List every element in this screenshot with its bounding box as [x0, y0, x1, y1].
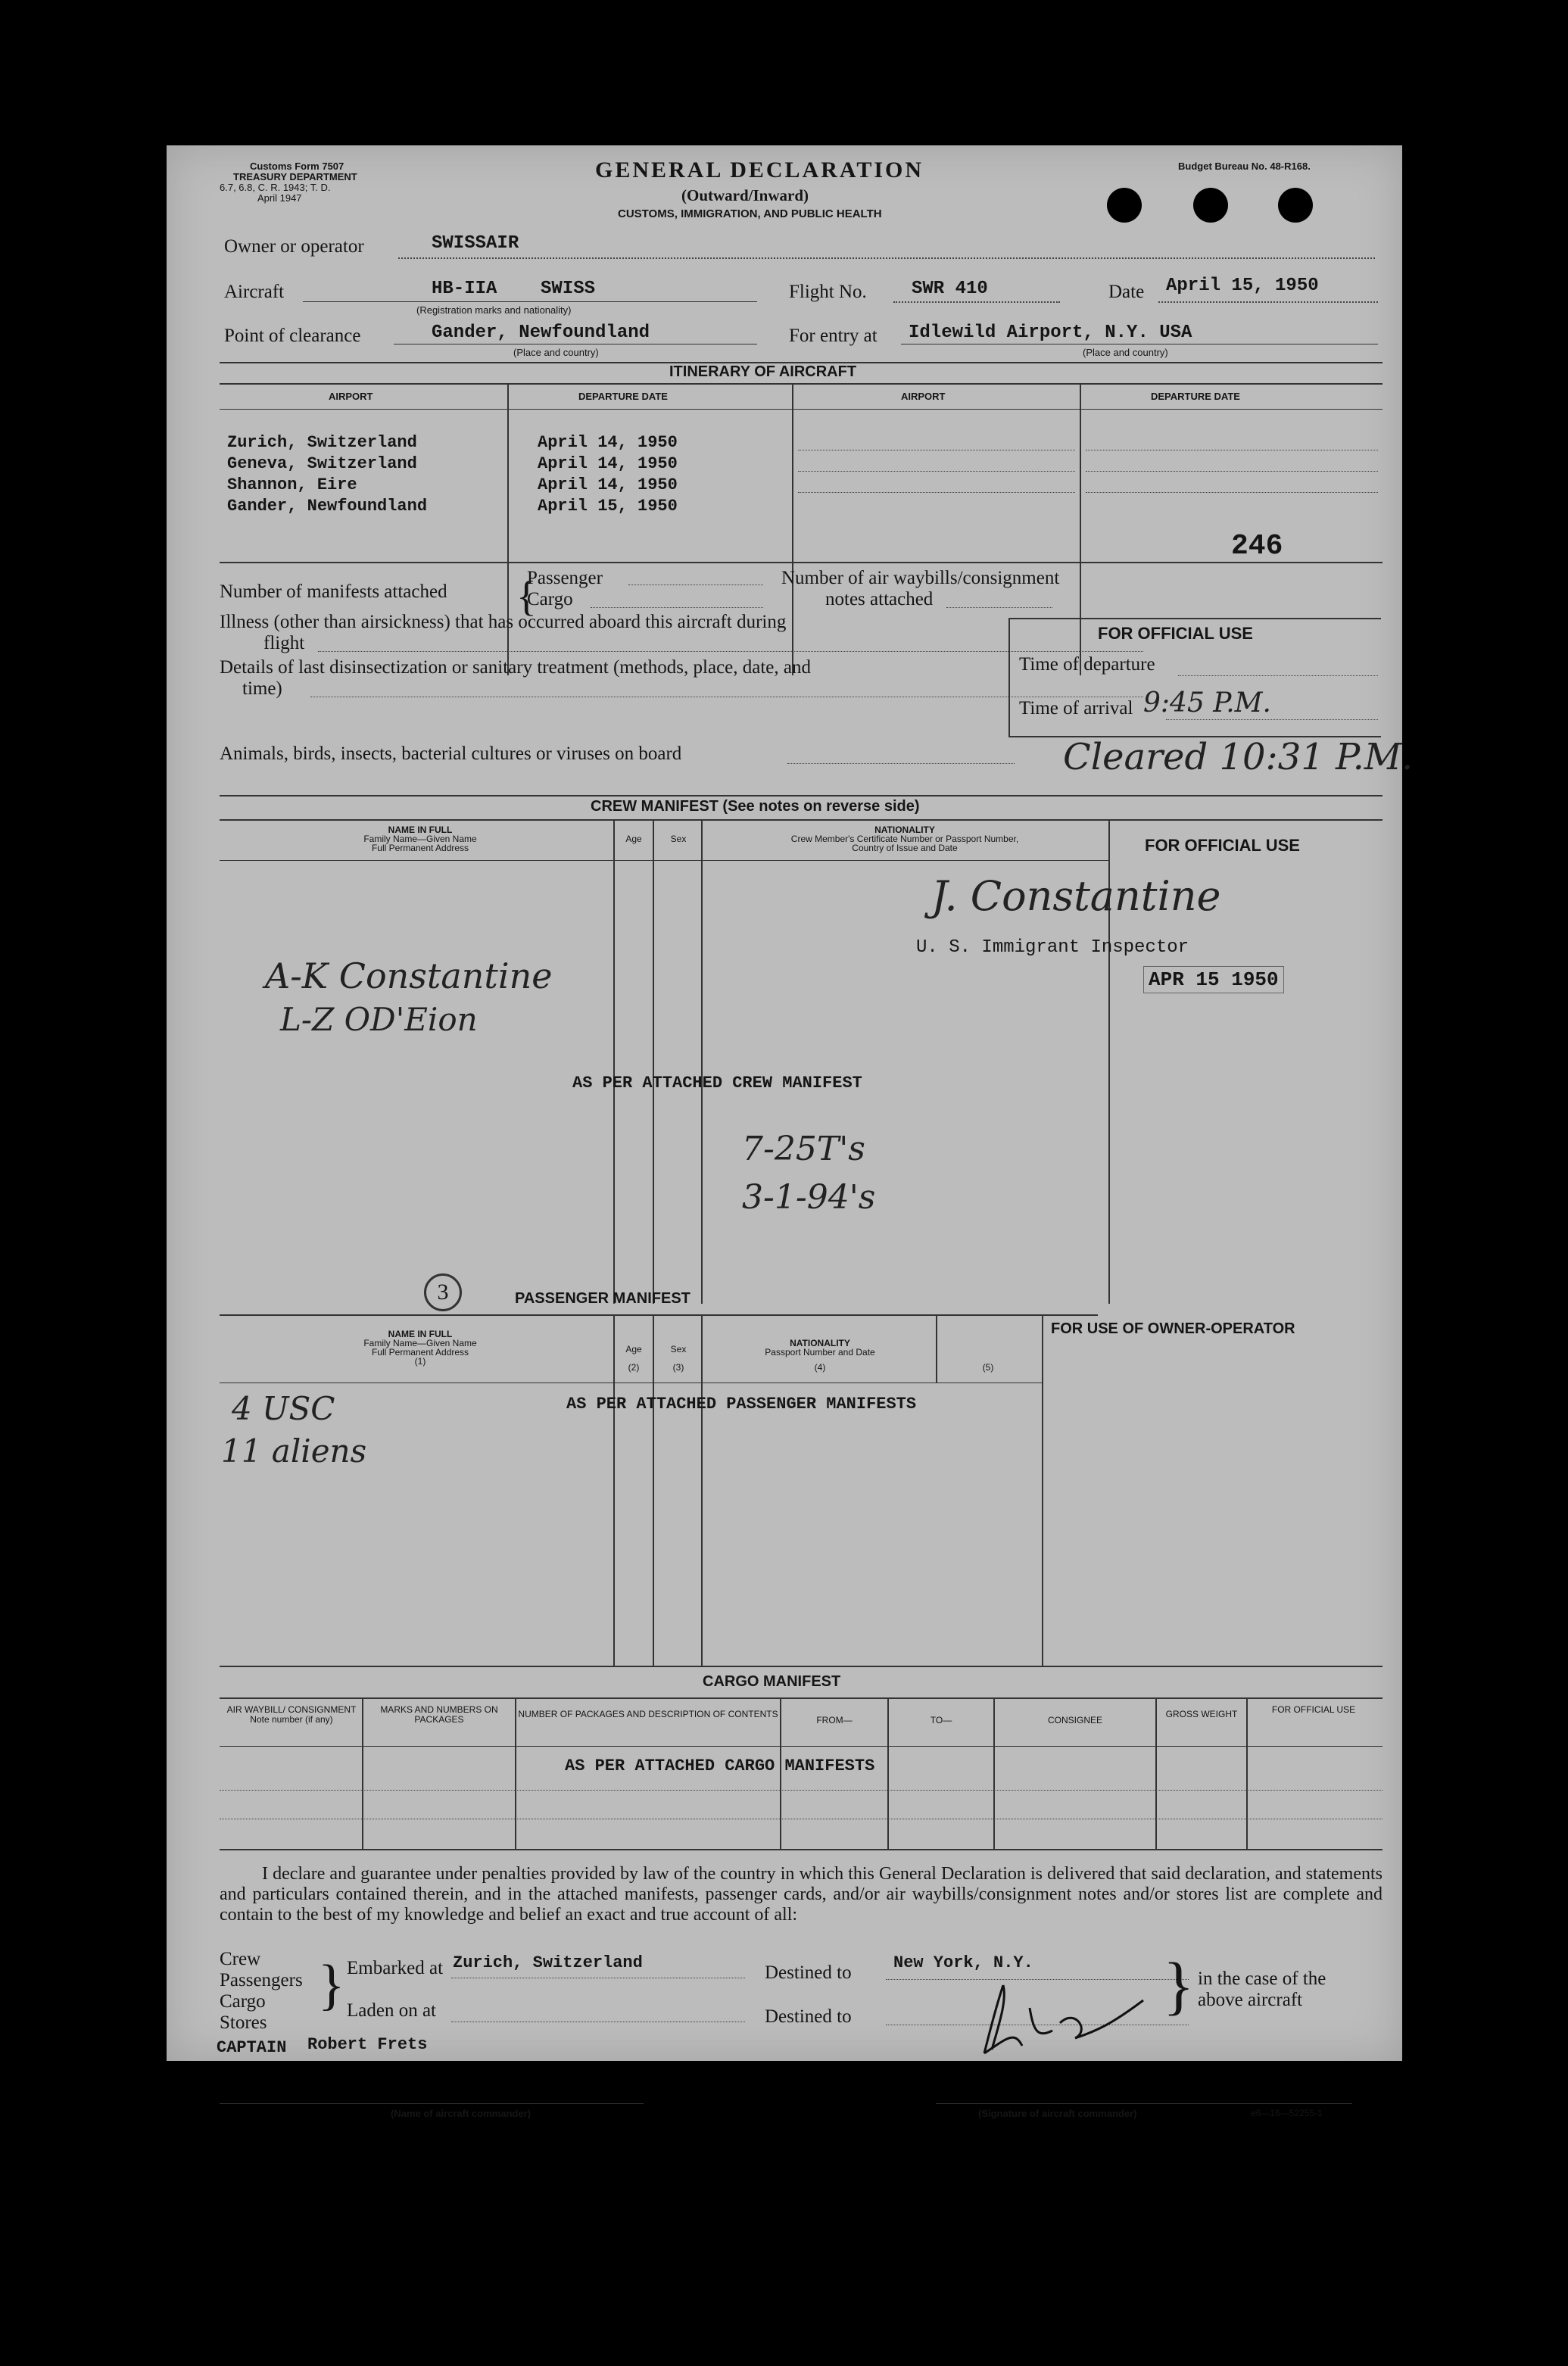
- date-value: April 15, 1950: [1166, 276, 1319, 296]
- aircraft-value: HB-IIA SWISS: [432, 279, 596, 299]
- cargo-divider: [1246, 1697, 1248, 1849]
- destined-label-2: Destined to: [765, 2006, 852, 2027]
- punch-hole: [1278, 188, 1313, 223]
- cargo-divider: [515, 1697, 516, 1849]
- crew-col-nationality: NATIONALITY: [874, 825, 935, 835]
- cargo-col-to: TO—: [930, 1715, 952, 1725]
- itinerary-date: April 15, 1950: [538, 497, 678, 516]
- itinerary-col-airport: AIRPORT: [329, 391, 373, 402]
- crew-col-name-2: Family Name—Given Name: [363, 834, 477, 844]
- circled-number: 3: [424, 1273, 462, 1311]
- laden-label: Laden on at: [347, 2000, 437, 2021]
- clearance-caption: (Place and country): [513, 347, 599, 358]
- passenger-handwriting-2: 11 aliens: [221, 1432, 367, 1470]
- cargo-divider: [993, 1697, 995, 1849]
- crew-title: CREW MANIFEST (See notes on reverse side): [591, 798, 920, 815]
- cargo-col-rule: [220, 1746, 1383, 1747]
- punch-hole: [1193, 188, 1228, 223]
- declaration-stores: Stores: [220, 2012, 267, 2033]
- captain-label: CAPTAIN: [217, 2038, 287, 2057]
- entry-value: Idlewild Airport, N.Y. USA: [909, 323, 1192, 343]
- passenger-attached: AS PER ATTACHED PASSENGER MANIFESTS: [566, 1395, 917, 1414]
- itinerary-col-departure: DEPARTURE DATE: [1151, 391, 1240, 402]
- declaration-text: I declare and guarantee under penalties provided by law of the country in which this General Declaration is delivered that said declaration, and statements and particulars contained therein, and in the attached manifests, passenger cards, and/or air waybills/consignment notes and/or stores list are complete and contain to the best of my knowledge and belief an exact and true account of all:: [220, 1864, 1383, 1925]
- passenger-col-nationality-n: (4): [814, 1362, 826, 1373]
- cleared-time: Cleared 10:31 P.M.: [1063, 736, 1414, 778]
- inspector-signature: J. Constantine: [931, 872, 1221, 920]
- passenger-col-5: (5): [982, 1362, 994, 1373]
- animals-label: Animals, birds, insects, bacterial cultures or viruses on board: [220, 743, 682, 764]
- punch-hole: [1107, 188, 1142, 223]
- crew-divider: [701, 819, 703, 1304]
- itinerary-line: [798, 492, 1075, 493]
- cargo-col-weight: GROSS WEIGHT: [1165, 1709, 1238, 1719]
- owner-label: Owner or operator: [224, 236, 364, 257]
- manifests-label: Number of manifests attached: [220, 581, 447, 602]
- animals-line: [787, 763, 1015, 764]
- cargo-divider: [887, 1697, 889, 1849]
- embarked-value: Zurich, Switzerland: [453, 1953, 643, 1972]
- brace: {: [516, 573, 537, 620]
- cargo-bottom-rule: [220, 1849, 1383, 1850]
- crew-top-rule: [220, 795, 1383, 796]
- disinsect-label-2: time): [242, 678, 282, 699]
- departure-time-line: [1178, 675, 1378, 676]
- itinerary-title: ITINERARY OF AIRCRAFT: [669, 363, 857, 380]
- aircraft-line: [303, 301, 757, 302]
- clearance-label: Point of clearance: [224, 326, 361, 346]
- print-code: e6—16—52255-1: [1251, 2108, 1323, 2118]
- crew-col-nationality-2: Crew Member's Certificate Number or Passport Number,: [790, 834, 1019, 844]
- illness-label-2: flight: [263, 633, 305, 653]
- itinerary-divider: [792, 383, 793, 675]
- case-text-2: above aircraft: [1198, 1990, 1303, 2010]
- cargo-head-rule: [220, 1697, 1383, 1699]
- cargo-col-official: FOR OFFICIAL USE: [1271, 1704, 1356, 1715]
- itinerary-col-departure: DEPARTURE DATE: [578, 391, 668, 402]
- regulation: 6.7, 6.8, C. R. 1943; T. D.: [220, 182, 331, 193]
- itinerary-date: April 14, 1950: [538, 454, 678, 473]
- cargo-row-line: [220, 1790, 1383, 1791]
- crew-col-name: NAME IN FULL: [388, 825, 453, 835]
- passenger-col-name-3: Full Permanent Address: [371, 1347, 469, 1358]
- passenger-col-nationality: NATIONALITY: [790, 1338, 850, 1348]
- itinerary-airport: Shannon, Eire: [227, 475, 357, 494]
- signature-line: [936, 2103, 1352, 2104]
- page-title: GENERAL DECLARATION: [595, 157, 924, 182]
- signature-caption: (Signature of aircraft commander): [978, 2108, 1137, 2119]
- arrival-time-value: 9:45 P.M.: [1143, 687, 1271, 719]
- embarked-label: Embarked at: [347, 1958, 444, 1978]
- aircraft-caption: (Registration marks and nationality): [416, 304, 572, 316]
- captain-signature: [962, 1978, 1189, 2061]
- declaration-cargo: Cargo: [220, 1991, 266, 2012]
- cargo-col-consignee: CONSIGNEE: [1047, 1715, 1102, 1725]
- clearance-value: Gander, Newfoundland: [432, 323, 650, 343]
- passenger-divider: [653, 1314, 654, 1666]
- itinerary-line: [1086, 492, 1378, 493]
- passenger-col-nationality-2: Passport Number and Date: [765, 1347, 875, 1358]
- cargo-col-waybill: AIR WAYBILL/ CONSIGNMENT Note number (if any): [226, 1704, 357, 1725]
- crew-count-2: 3-1-94's: [742, 1178, 876, 1217]
- crew-head-rule: [220, 819, 1383, 821]
- itinerary-date: April 14, 1950: [538, 433, 678, 452]
- case-text-1: in the case of the: [1198, 1969, 1326, 1989]
- passenger-line: [628, 584, 763, 585]
- passenger-col-name-2: Family Name—Given Name: [363, 1338, 477, 1348]
- waybills-line: [946, 607, 1052, 608]
- illness-label: Illness (other than airsickness) that has occurred aboard this aircraft during: [220, 612, 787, 632]
- cargo-col-from: FROM—: [816, 1715, 853, 1725]
- passenger-divider: [701, 1314, 703, 1666]
- disinsect-label: Details of last disinsectization or sanitary treatment (methods, place, date, and: [220, 657, 811, 678]
- itinerary-head-rule: [220, 383, 1383, 385]
- form-sheet: [167, 145, 1414, 2119]
- flight-label: Flight No.: [789, 282, 867, 302]
- flight-line: [893, 301, 1060, 303]
- departure-time-label: Time of departure: [1019, 654, 1155, 675]
- itinerary-bottom-rule: [220, 562, 1383, 563]
- crew-col-rule: [220, 860, 1108, 861]
- crew-count-1: 7-25T's: [742, 1130, 865, 1168]
- cargo-divider: [1155, 1697, 1157, 1849]
- crew-handwriting-1: A-K Constantine: [265, 955, 553, 996]
- entry-label: For entry at: [789, 326, 878, 346]
- passenger-col-sex-n: (3): [672, 1362, 684, 1373]
- inspection-stamp: APR 15 1950: [1143, 966, 1284, 993]
- owner-line: [398, 257, 1375, 259]
- itinerary-line: [1086, 471, 1378, 472]
- declaration-crew: Crew: [220, 1949, 261, 1969]
- date-line: [1158, 301, 1378, 303]
- cargo-title: CARGO MANIFEST: [703, 1673, 841, 1690]
- cargo-attached: AS PER ATTACHED CARGO MANIFESTS: [565, 1757, 875, 1775]
- declaration-passengers: Passengers: [220, 1970, 303, 1990]
- crew-handwriting-2: L-Z OD'Eion: [280, 1001, 478, 1038]
- crew-official-title: FOR OFFICIAL USE: [1145, 836, 1300, 855]
- arrival-time-line: [1166, 719, 1378, 720]
- owner-operator-title: FOR USE OF OWNER-OPERATOR: [1051, 1320, 1295, 1337]
- passenger-col-name: NAME IN FULL: [388, 1329, 453, 1339]
- passenger-col-age: Age: [625, 1344, 642, 1354]
- case-brace: }: [1163, 1949, 1195, 2022]
- inspector-title: U. S. Immigrant Inspector: [916, 937, 1189, 958]
- cargo-line: [591, 607, 763, 608]
- entry-caption: (Place and country): [1083, 347, 1168, 358]
- name-line: [220, 2103, 644, 2104]
- budget-number: Budget Bureau No. 48-R168.: [1178, 161, 1311, 172]
- crew-divider: [613, 819, 615, 1304]
- form-date: April 1947: [257, 192, 302, 204]
- waybills-label-2: notes attached: [825, 589, 934, 609]
- cargo-label: Cargo: [527, 589, 573, 609]
- passenger-label: Passenger: [527, 568, 603, 588]
- crew-col-sex: Sex: [670, 834, 687, 844]
- arrival-time-label: Time of arrival: [1019, 698, 1133, 719]
- form-number: Customs Form 7507: [250, 161, 344, 172]
- crew-divider: [653, 819, 654, 1304]
- aircraft-label: Aircraft: [224, 282, 285, 302]
- crew-col-age: Age: [625, 834, 642, 844]
- document-number: 246: [1231, 530, 1283, 563]
- passenger-col-age-n: (2): [628, 1362, 640, 1373]
- destined-value: New York, N.Y.: [893, 1953, 1033, 1972]
- official-use-title: FOR OFFICIAL USE: [1098, 624, 1253, 643]
- passenger-divider: [936, 1314, 937, 1383]
- passenger-bottom-rule: [220, 1666, 1383, 1667]
- name-caption: (Name of aircraft commander): [391, 2108, 531, 2119]
- cargo-divider: [362, 1697, 363, 1849]
- subtitle: CUSTOMS, IMMIGRATION, AND PUBLIC HEALTH: [618, 207, 882, 220]
- crew-attached: AS PER ATTACHED CREW MANIFEST: [572, 1074, 862, 1093]
- declaration-brace: }: [318, 1954, 345, 2016]
- passenger-title: PASSENGER MANIFEST: [515, 1290, 690, 1307]
- passenger-col-name-n: (1): [414, 1356, 426, 1367]
- flight-value: SWR 410: [912, 279, 988, 299]
- date-label: Date: [1108, 282, 1145, 302]
- cargo-col-packages: NUMBER OF PACKAGES AND DESCRIPTION OF CONTENTS: [518, 1709, 778, 1719]
- waybills-label: Number of air waybills/consignment: [781, 568, 1060, 588]
- itinerary-col-rule: [220, 409, 1383, 410]
- direction: (Outward/Inward): [681, 186, 809, 204]
- itinerary-airport: Zurich, Switzerland: [227, 433, 417, 452]
- passenger-divider: [1042, 1314, 1043, 1666]
- itinerary-date: April 14, 1950: [538, 475, 678, 494]
- passenger-head-rule: [220, 1314, 1098, 1316]
- captain-name: Robert Frets: [307, 2035, 428, 2054]
- passenger-divider: [613, 1314, 615, 1666]
- itinerary-col-airport: AIRPORT: [901, 391, 946, 402]
- passenger-handwriting-1: 4 USC: [232, 1390, 335, 1427]
- crew-col-name-3: Full Permanent Address: [371, 843, 469, 853]
- destined-label-1: Destined to: [765, 1962, 852, 1983]
- cargo-col-marks: MARKS AND NUMBERS ON PACKAGES: [380, 1704, 498, 1725]
- itinerary-line: [798, 471, 1075, 472]
- owner-value: SWISSAIR: [432, 233, 519, 254]
- itinerary-airport: Geneva, Switzerland: [227, 454, 417, 473]
- crew-col-nationality-3: Country of Issue and Date: [852, 843, 958, 853]
- passenger-col-sex: Sex: [670, 1344, 687, 1354]
- department: TREASURY DEPARTMENT: [233, 171, 357, 182]
- itinerary-airport: Gander, Newfoundland: [227, 497, 428, 516]
